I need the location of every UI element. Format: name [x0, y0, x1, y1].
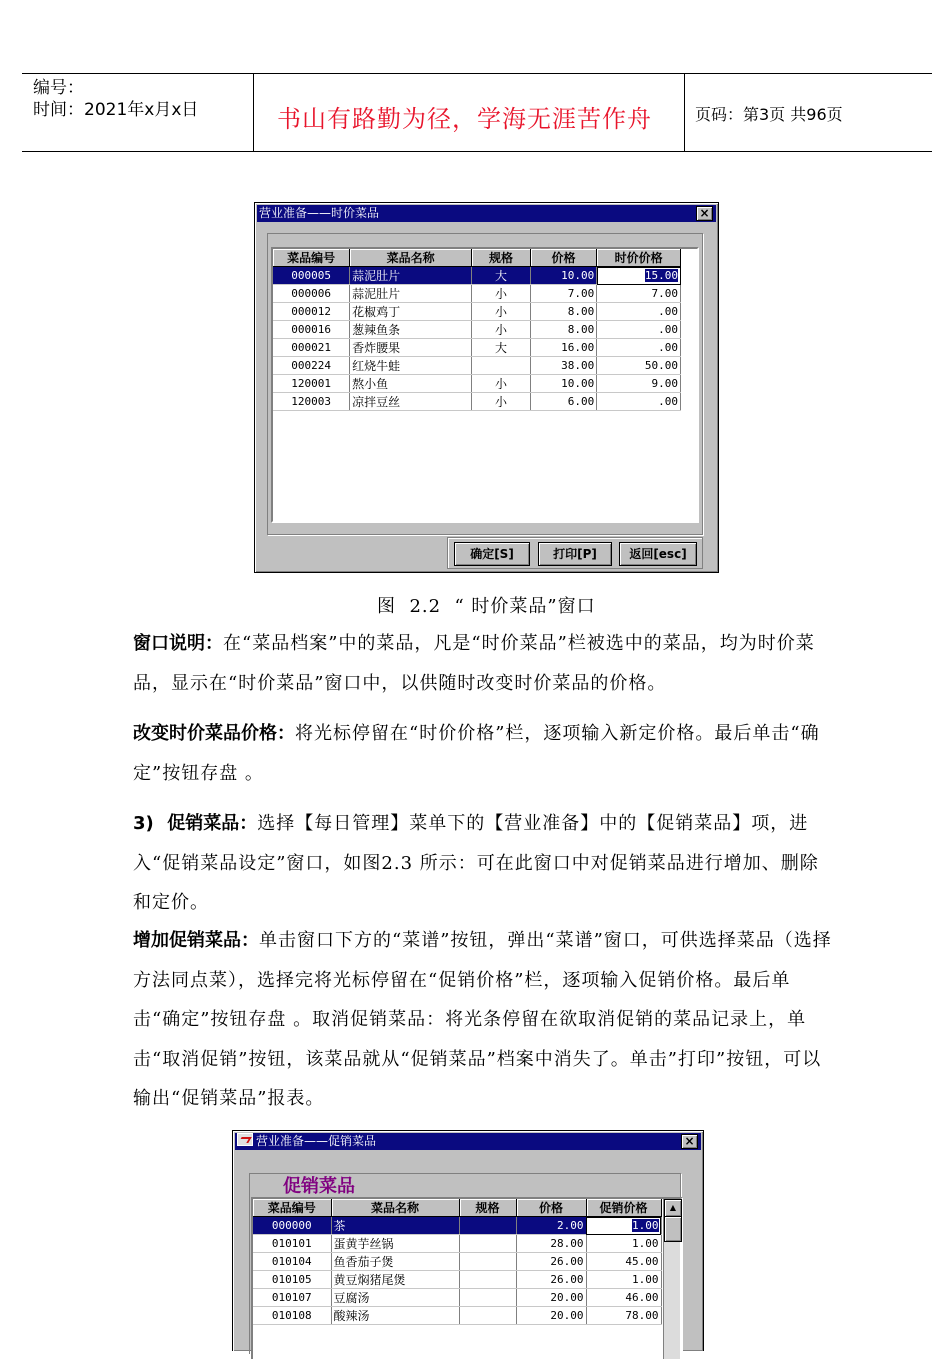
promo-price-input[interactable]: [586, 1271, 661, 1289]
cell-spec: 大: [472, 267, 531, 285]
cell-name: 酸辣汤: [331, 1307, 459, 1325]
cell-value: 50.00: [644, 359, 678, 372]
cell-value: 45.00: [625, 1255, 659, 1268]
column-header[interactable]: 时价价格: [597, 249, 681, 267]
table-row[interactable]: [273, 285, 681, 303]
promo-dialog: [232, 1130, 704, 1351]
header-page: 页码：第3页 共96页: [695, 105, 843, 124]
paragraph-window-description: [133, 624, 833, 703]
column-header[interactable]: 菜品编号: [273, 249, 350, 267]
market-price-dialog: [254, 202, 719, 573]
cell-name: 蒜泥肚片: [350, 285, 472, 303]
market-price-input[interactable]: [597, 357, 681, 375]
cell-code: 000016: [273, 321, 350, 339]
column-header[interactable]: 价格: [516, 1199, 586, 1217]
cell-price: 2.00: [516, 1217, 586, 1235]
promo-price-input[interactable]: [586, 1217, 661, 1235]
market-price-input[interactable]: [597, 267, 681, 285]
column-header[interactable]: 菜品编号: [253, 1199, 331, 1217]
cell-spec: 小: [472, 375, 531, 393]
paragraph-number: 3): [133, 813, 154, 834]
dialog-title: 营业准备——时价菜品: [259, 206, 380, 220]
cell-price: 10.00: [530, 267, 597, 285]
cell-price: 28.00: [516, 1235, 586, 1253]
header-time: 时间：2021年x月x日: [33, 100, 199, 120]
cell-code: 120001: [273, 375, 350, 393]
table-row[interactable]: [253, 1271, 661, 1289]
header-motto: 书山有路勤为径，学海无涯苦作舟: [277, 105, 652, 133]
cell-name: 红烧牛蛙: [350, 357, 472, 375]
cell-name: 花椒鸡丁: [350, 303, 472, 321]
cell-name: 蒜泥肚片: [350, 267, 472, 285]
cell-name: 豆腐汤: [331, 1289, 459, 1307]
paragraph-heading: 窗口说明：: [133, 633, 223, 654]
paragraph-promo-items: [133, 804, 833, 923]
cell-price: 16.00: [530, 339, 597, 357]
cell-code: 010108: [253, 1307, 331, 1325]
table-row[interactable]: [273, 339, 681, 357]
cell-price: 38.00: [530, 357, 597, 375]
cell-spec: [459, 1235, 516, 1253]
paragraph-change-price: [133, 714, 833, 793]
dialog-titlebar: [257, 205, 716, 222]
market-price-table: [273, 249, 681, 411]
cell-spec: [459, 1253, 516, 1271]
cell-spec: 小: [472, 285, 531, 303]
cell-code: 010104: [253, 1253, 331, 1271]
table-row[interactable]: [253, 1307, 661, 1325]
scroll-thumb[interactable]: [664, 1216, 682, 1242]
paragraph-heading: 增加促销菜品：: [133, 930, 259, 951]
print-button[interactable]: 打印[P]: [538, 542, 612, 566]
cell-value: 1.00: [632, 1237, 659, 1250]
market-price-input[interactable]: [597, 393, 681, 411]
cell-value: .00: [658, 305, 678, 318]
cell-name: 葱辣鱼条: [350, 321, 472, 339]
vertical-scrollbar[interactable]: [663, 1199, 680, 1359]
cell-price: 6.00: [530, 393, 597, 411]
cell-price: 20.00: [516, 1307, 586, 1325]
cell-name: 茶: [331, 1217, 459, 1235]
market-price-input[interactable]: [597, 285, 681, 303]
cell-value: 1.00: [632, 1273, 659, 1286]
cell-code: 000000: [253, 1217, 331, 1235]
cell-value: .00: [658, 341, 678, 354]
table-row[interactable]: [273, 267, 681, 285]
cell-value: 1.00: [632, 1219, 659, 1232]
column-header[interactable]: 促销价格: [586, 1199, 661, 1217]
cell-spec: [459, 1217, 516, 1235]
cell-code: 010107: [253, 1289, 331, 1307]
confirm-button[interactable]: 确定[S]: [454, 542, 530, 566]
cell-code: 000006: [273, 285, 350, 303]
cell-value: .00: [658, 323, 678, 336]
promo-price-input[interactable]: [586, 1235, 661, 1253]
cell-name: 黄豆焖猪尾煲: [331, 1271, 459, 1289]
table-row[interactable]: [253, 1217, 661, 1235]
column-header[interactable]: 规格: [472, 249, 531, 267]
header-number: 编号：: [33, 78, 84, 98]
cell-spec: [472, 357, 531, 375]
close-icon[interactable]: ×: [681, 1134, 698, 1149]
table-row[interactable]: [273, 303, 681, 321]
promo-section-label: 促销菜品: [283, 1176, 355, 1197]
dialog-title: 营业准备——促销菜品: [256, 1134, 377, 1148]
cell-price: 20.00: [516, 1289, 586, 1307]
cell-name: 鱼香茄子煲: [331, 1253, 459, 1271]
cell-spec: 小: [472, 393, 531, 411]
cell-code: 010105: [253, 1271, 331, 1289]
cell-code: 000224: [273, 357, 350, 375]
table-row[interactable]: [253, 1253, 661, 1271]
table-row[interactable]: [273, 321, 681, 339]
column-header[interactable]: 价格: [530, 249, 597, 267]
back-button[interactable]: 返回[esc]: [619, 542, 697, 566]
paragraph-body: 单击窗口下方的“菜谱”按钮，弹出“菜谱”窗口，可供选择菜品（选择方法同点菜），选择完将光标停留在“促销价格”栏，逐项输入促销价格。最后单击“确定”按钮存盘 。取消促销菜品：将光条停留在欲取消促销的菜品记录上，单击“取消促销”按钮，该菜品就从“促销菜品”档案中消失了。单击”打印”按钮，可以输出“促销菜品”报表。: [133, 930, 832, 1109]
promo-grid[interactable]: [251, 1197, 683, 1359]
table-row[interactable]: [253, 1289, 661, 1307]
market-price-input[interactable]: [597, 375, 681, 393]
paragraph-body: 将光标停留在“时价价格”栏，逐项输入新定价格。最后单击“确定”按钮存盘 。: [133, 723, 820, 784]
cell-value: 78.00: [625, 1309, 659, 1322]
column-header[interactable]: 菜品名称: [350, 249, 472, 267]
paragraph-heading: 改变时价菜品价格：: [133, 723, 295, 744]
column-header[interactable]: 菜品名称: [331, 1199, 459, 1217]
paragraph-add-promo: [133, 921, 833, 1119]
table-row[interactable]: [273, 393, 681, 411]
cell-value: 46.00: [625, 1291, 659, 1304]
market-price-input[interactable]: [597, 303, 681, 321]
promo-table: [253, 1199, 662, 1325]
cell-spec: 小: [472, 321, 531, 339]
paragraph-body: 在“菜品档案”中的菜品，凡是“时价菜品”栏被选中的菜品，均为时价菜品，显示在“时价菜品”窗口中，以供随时改变时价菜品的价格。: [133, 633, 815, 694]
header-divider-left: [253, 73, 254, 151]
cell-value: 7.00: [651, 287, 678, 300]
scroll-up-icon[interactable]: ▲: [664, 1199, 682, 1217]
cell-value: 15.00: [644, 269, 678, 282]
cell-spec: 大: [472, 339, 531, 357]
cell-spec: [459, 1289, 516, 1307]
cell-name: 熬小鱼: [350, 375, 472, 393]
market-price-input[interactable]: [597, 339, 681, 357]
cell-name: 凉拌豆丝: [350, 393, 472, 411]
cell-spec: 小: [472, 303, 531, 321]
chart-icon: [237, 1133, 253, 1146]
market-price-input[interactable]: [597, 321, 681, 339]
cell-price: 7.00: [530, 285, 597, 303]
table-row[interactable]: [253, 1235, 661, 1253]
header-bottom-rule: [22, 151, 932, 152]
table-row[interactable]: [273, 357, 681, 375]
table-row[interactable]: [273, 375, 681, 393]
market-price-grid[interactable]: [271, 247, 699, 523]
header-divider-right: [684, 73, 685, 151]
paragraph-heading: 促销菜品：: [167, 813, 258, 834]
cell-code: 000021: [273, 339, 350, 357]
cell-value: .00: [658, 395, 678, 408]
cell-code: 120003: [273, 393, 350, 411]
column-header[interactable]: 规格: [459, 1199, 516, 1217]
promo-price-input[interactable]: [586, 1307, 661, 1325]
promo-price-input[interactable]: [586, 1253, 661, 1271]
cell-price: 26.00: [516, 1253, 586, 1271]
cell-spec: [459, 1271, 516, 1289]
header-top-rule: [22, 73, 932, 74]
close-icon[interactable]: ×: [696, 206, 713, 221]
cell-value: 9.00: [651, 377, 678, 390]
figure-caption: 图 2.2 “ 时价菜品”窗口: [377, 596, 596, 617]
cell-code: 000005: [273, 267, 350, 285]
cell-price: 8.00: [530, 321, 597, 339]
cell-price: 26.00: [516, 1271, 586, 1289]
cell-name: 蛋黄芋丝锅: [331, 1235, 459, 1253]
paragraph-body: 选择【每日管理】菜单下的【营业准备】中的【促销菜品】项，进入“促销菜品设定”窗口，如图2.3 所示：可在此窗口中对促销菜品进行增加、删除和定价。: [133, 813, 819, 913]
cell-price: 8.00: [530, 303, 597, 321]
dialog-titlebar: [235, 1133, 701, 1150]
cell-spec: [459, 1307, 516, 1325]
cell-name: 香炸腰果: [350, 339, 472, 357]
promo-price-input[interactable]: [586, 1289, 661, 1307]
cell-code: 010101: [253, 1235, 331, 1253]
cell-price: 10.00: [530, 375, 597, 393]
cell-code: 000012: [273, 303, 350, 321]
